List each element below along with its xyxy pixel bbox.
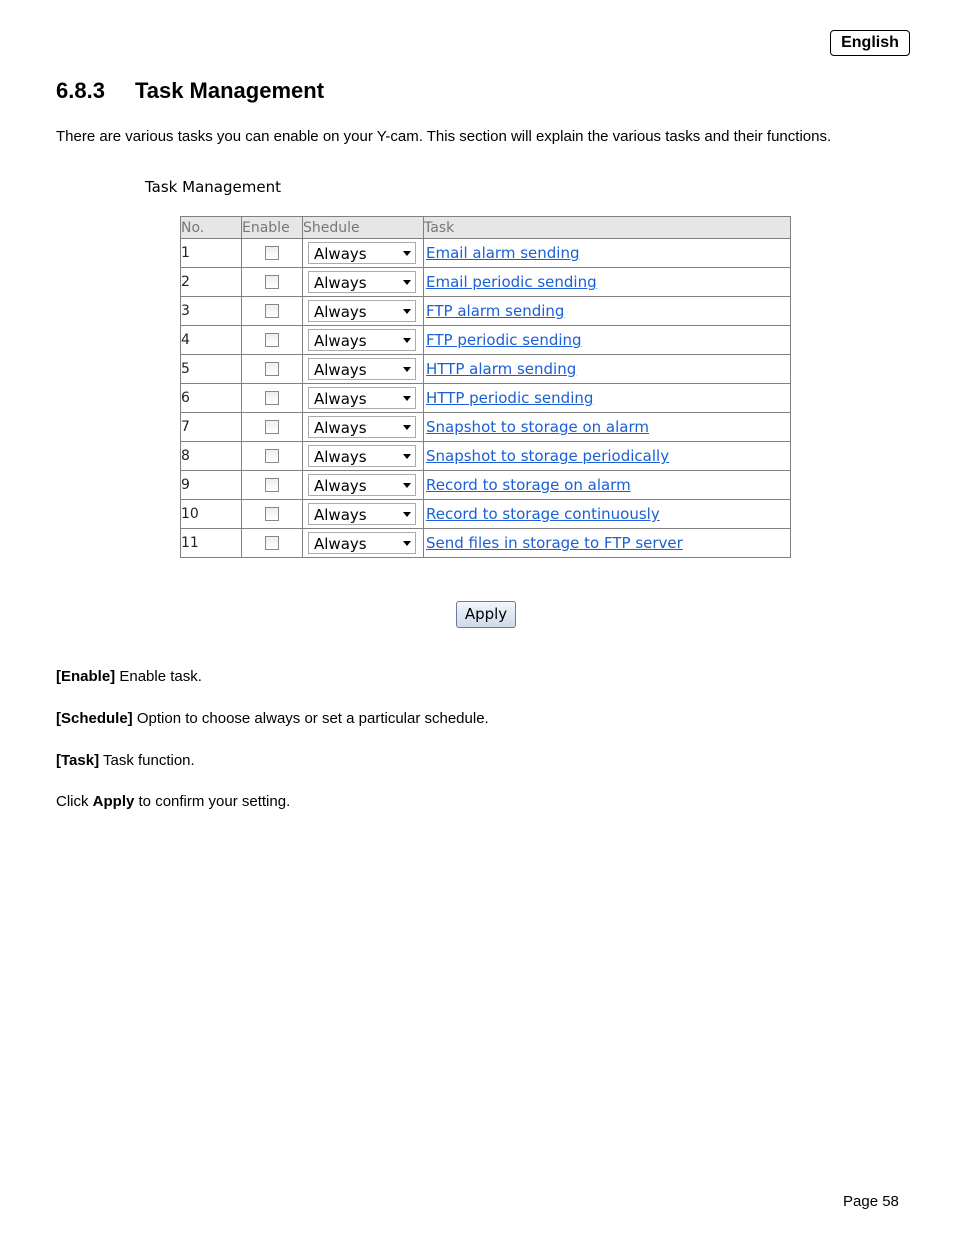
- enable-checkbox[interactable]: [265, 246, 279, 260]
- panel-title: Task Management: [145, 178, 281, 196]
- task-link[interactable]: Email periodic sending: [426, 273, 597, 291]
- row-number: 1: [181, 239, 242, 268]
- schedule-select[interactable]: [308, 503, 416, 525]
- schedule-value: Always: [314, 245, 367, 263]
- column-header-task: Task: [424, 217, 791, 239]
- enable-checkbox[interactable]: [265, 275, 279, 289]
- chevron-down-icon: [403, 309, 411, 314]
- definition-text: Enable task.: [115, 668, 202, 685]
- table-header-row: [181, 217, 791, 239]
- chevron-down-icon: [403, 338, 411, 343]
- schedule-value: Always: [314, 274, 367, 292]
- task-link[interactable]: Snapshot to storage on alarm: [426, 418, 649, 436]
- enable-checkbox[interactable]: [265, 304, 279, 318]
- row-number: 11: [181, 529, 242, 558]
- task-cell: [424, 297, 791, 326]
- enable-cell: [242, 384, 303, 413]
- schedule-cell: [303, 326, 424, 355]
- table-row: [181, 384, 791, 413]
- task-table: [180, 216, 791, 558]
- column-header-schedule: Shedule: [303, 217, 424, 239]
- definition-text: Task function.: [99, 752, 195, 769]
- schedule-value: Always: [314, 419, 367, 437]
- schedule-cell: [303, 413, 424, 442]
- schedule-cell: [303, 355, 424, 384]
- instruction-bold: Apply: [92, 793, 135, 810]
- enable-cell: [242, 268, 303, 297]
- row-number: 10: [181, 500, 242, 529]
- enable-cell: [242, 413, 303, 442]
- task-link[interactable]: Record to storage on alarm: [426, 476, 631, 494]
- schedule-select[interactable]: [308, 445, 416, 467]
- definition-task: [56, 752, 195, 769]
- schedule-value: Always: [314, 535, 367, 553]
- chevron-down-icon: [403, 512, 411, 517]
- table-row: [181, 355, 791, 384]
- schedule-cell: [303, 384, 424, 413]
- task-cell: [424, 471, 791, 500]
- chevron-down-icon: [403, 541, 411, 546]
- task-cell: [424, 442, 791, 471]
- definition-schedule: [56, 710, 489, 727]
- task-cell: [424, 529, 791, 558]
- enable-cell: [242, 239, 303, 268]
- schedule-value: Always: [314, 390, 367, 408]
- enable-checkbox[interactable]: [265, 449, 279, 463]
- schedule-select[interactable]: [308, 387, 416, 409]
- row-number: 2: [181, 268, 242, 297]
- schedule-cell: [303, 239, 424, 268]
- task-cell: [424, 413, 791, 442]
- schedule-cell: [303, 500, 424, 529]
- chevron-down-icon: [403, 396, 411, 401]
- schedule-select[interactable]: [308, 474, 416, 496]
- enable-checkbox[interactable]: [265, 333, 279, 347]
- enable-cell: [242, 297, 303, 326]
- section-number: 6.8.3: [56, 78, 105, 103]
- column-header-enable: Enable: [242, 217, 303, 239]
- schedule-cell: [303, 529, 424, 558]
- task-link[interactable]: HTTP alarm sending: [426, 360, 577, 378]
- schedule-value: Always: [314, 361, 367, 379]
- schedule-select[interactable]: [308, 271, 416, 293]
- chevron-down-icon: [403, 425, 411, 430]
- enable-cell: [242, 529, 303, 558]
- enable-checkbox[interactable]: [265, 507, 279, 521]
- chevron-down-icon: [403, 251, 411, 256]
- schedule-cell: [303, 297, 424, 326]
- task-link[interactable]: Snapshot to storage periodically: [426, 447, 670, 465]
- schedule-value: Always: [314, 332, 367, 350]
- enable-checkbox[interactable]: [265, 391, 279, 405]
- task-link[interactable]: FTP periodic sending: [426, 331, 582, 349]
- task-cell: [424, 355, 791, 384]
- row-number: 9: [181, 471, 242, 500]
- apply-button[interactable]: Apply: [456, 601, 516, 628]
- section-title: Task Management: [134, 78, 325, 103]
- intro-paragraph: There are various tasks you can enable on your Y-cam. This section will explain the various tasks and their functions.: [56, 128, 832, 145]
- task-cell: [424, 384, 791, 413]
- schedule-select[interactable]: [308, 416, 416, 438]
- row-number: 4: [181, 326, 242, 355]
- table-row: [181, 239, 791, 268]
- schedule-select[interactable]: [308, 532, 416, 554]
- chevron-down-icon: [403, 367, 411, 372]
- schedule-cell: [303, 471, 424, 500]
- row-number: 5: [181, 355, 242, 384]
- schedule-select[interactable]: [308, 300, 416, 322]
- schedule-select[interactable]: [308, 242, 416, 264]
- definition-enable: [56, 668, 202, 685]
- schedule-value: Always: [314, 477, 367, 495]
- enable-checkbox[interactable]: [265, 536, 279, 550]
- table-row: [181, 471, 791, 500]
- column-header-no: No.: [181, 217, 242, 239]
- definition-text: Option to choose always or set a particular schedule.: [132, 710, 489, 727]
- chevron-down-icon: [403, 454, 411, 459]
- task-link[interactable]: Record to storage continuously: [426, 505, 660, 523]
- definition-term: [Task]: [56, 752, 100, 769]
- chevron-down-icon: [403, 280, 411, 285]
- enable-cell: [242, 355, 303, 384]
- task-cell: [424, 268, 791, 297]
- definition-term: [Enable]: [56, 668, 116, 685]
- task-link[interactable]: Email alarm sending: [426, 244, 580, 262]
- table-row: [181, 413, 791, 442]
- schedule-cell: [303, 442, 424, 471]
- table-row: [181, 326, 791, 355]
- schedule-value: Always: [314, 448, 367, 466]
- enable-checkbox[interactable]: [265, 362, 279, 376]
- task-cell: [424, 239, 791, 268]
- chevron-down-icon: [403, 483, 411, 488]
- row-number: 7: [181, 413, 242, 442]
- schedule-select[interactable]: [308, 358, 416, 380]
- table-row: [181, 500, 791, 529]
- section-heading: [56, 78, 324, 104]
- row-number: 8: [181, 442, 242, 471]
- task-cell: [424, 500, 791, 529]
- instruction-suffix: to confirm your setting.: [134, 793, 291, 810]
- instruction-prefix: Click: [56, 793, 93, 810]
- task-link[interactable]: HTTP periodic sending: [426, 389, 594, 407]
- task-link[interactable]: Send files in storage to FTP server: [426, 534, 683, 552]
- enable-cell: [242, 442, 303, 471]
- row-number: 3: [181, 297, 242, 326]
- definition-term: [Schedule]: [56, 710, 133, 727]
- schedule-value: Always: [314, 303, 367, 321]
- enable-checkbox[interactable]: [265, 420, 279, 434]
- language-badge: English: [830, 30, 910, 56]
- schedule-select[interactable]: [308, 329, 416, 351]
- task-cell: [424, 326, 791, 355]
- table-row: [181, 529, 791, 558]
- task-link[interactable]: FTP alarm sending: [426, 302, 565, 320]
- enable-cell: [242, 326, 303, 355]
- enable-cell: [242, 500, 303, 529]
- enable-checkbox[interactable]: [265, 478, 279, 492]
- schedule-value: Always: [314, 506, 367, 524]
- enable-cell: [242, 471, 303, 500]
- apply-instruction: [56, 793, 290, 810]
- table-row: [181, 442, 791, 471]
- row-number: 6: [181, 384, 242, 413]
- schedule-cell: [303, 268, 424, 297]
- table-row: [181, 297, 791, 326]
- page-number: Page 58: [843, 1193, 899, 1210]
- table-row: [181, 268, 791, 297]
